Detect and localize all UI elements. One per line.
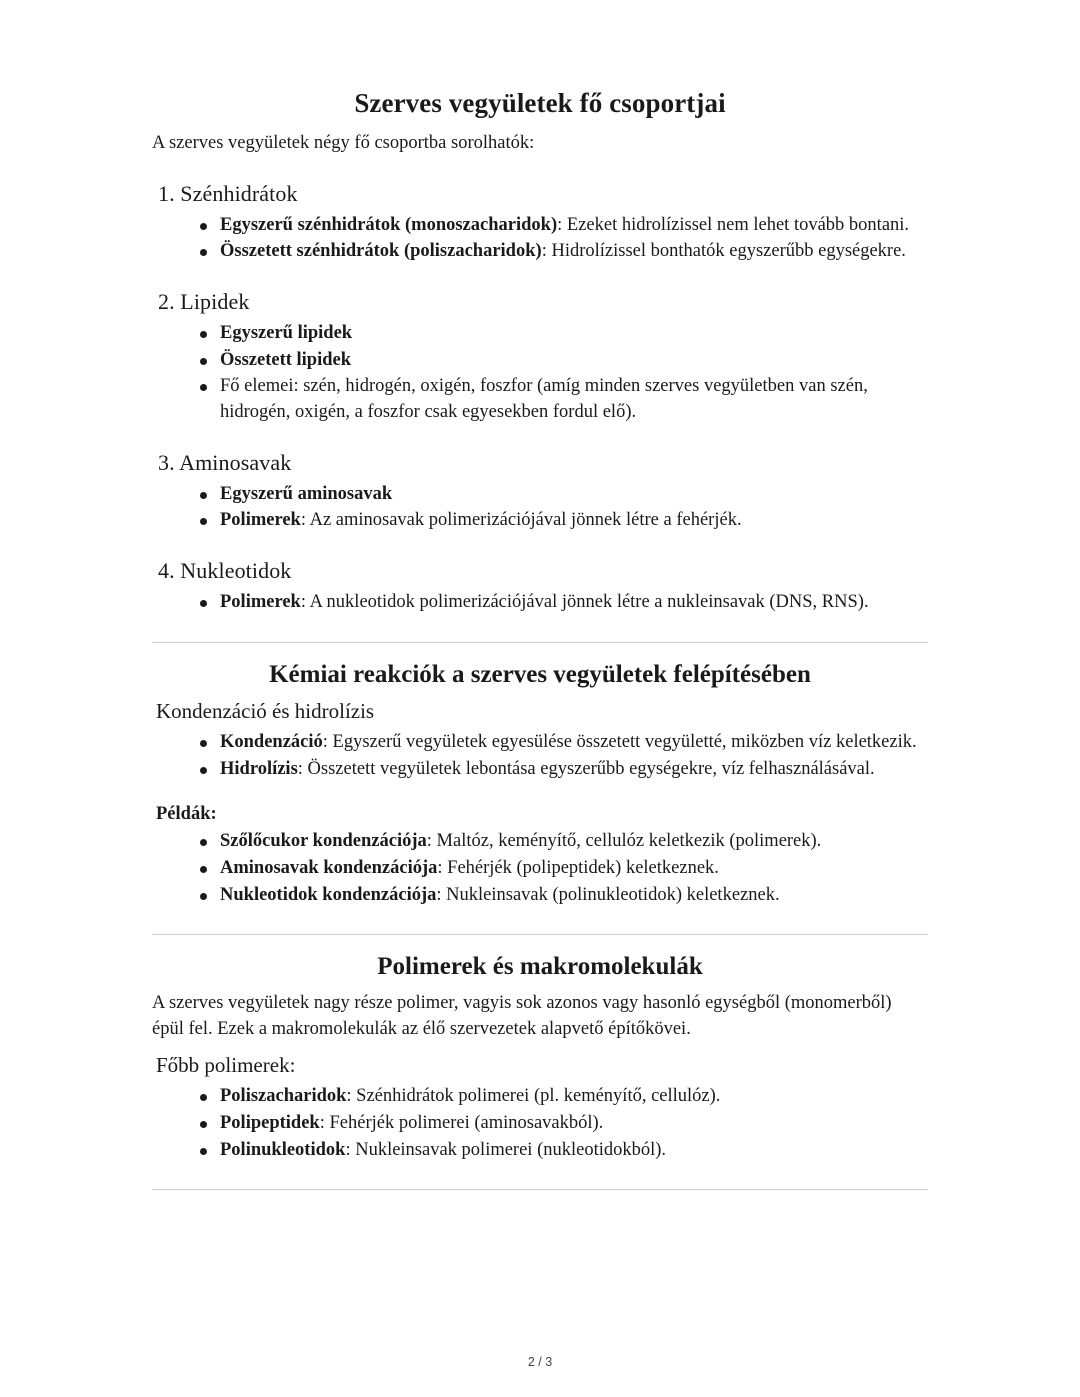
list-item: [198, 1111, 928, 1137]
list-item-text: : Maltóz, keményítő, cellulóz keletkezik (polimerek).: [426, 831, 822, 852]
list-item-term: Nukleotidok kondenzációja: [220, 884, 437, 905]
list-item-term: Poliszacharidok: [220, 1086, 347, 1107]
list-item-term: Polimerek: [220, 592, 301, 613]
list-item-term: Polipeptidek: [220, 1112, 320, 1133]
section-heading-2: 2. Lipidek: [158, 288, 250, 314]
list-item-text: : Nukleinsavak (polinukleotidok) keletkeznek.: [436, 884, 780, 905]
list-item-text: : Összetett vegyületek lebontása egyszerűbb egységekre, víz felhasználásával.: [297, 758, 875, 779]
list-item-term: Egyszerű aminosavak: [220, 483, 393, 504]
section-list-2: [152, 321, 928, 426]
list-item-term: Polimerek: [220, 510, 301, 531]
list-item-term: Egyszerű lipidek: [220, 322, 353, 343]
list-item: [198, 321, 928, 347]
list-item-term: Aminosavak kondenzációja: [220, 857, 438, 878]
list-item-text: : Fehérjék (polipeptidek) keletkeznek.: [437, 857, 719, 878]
polymers-paragraph: A szerves vegyületek nagy része polimer, vagyis sok azonos vagy hasonló egységből (monomerből) épül fel. Ezek a makromolekulák az élő szervezetek alapvető építőkövei.: [152, 993, 892, 1040]
list-item: [198, 590, 928, 616]
section-heading-4: 4. Nukleotidok: [158, 558, 292, 584]
list-item-text: : Az aminosavak polimerizációjával jönnek létre a fehérjék.: [300, 510, 742, 531]
list-item-text: : A nukleotidok polimerizációjával jönnek létre a nukleinsavak (DNS, RNS).: [300, 592, 869, 613]
list-item-text: Fő elemei: szén, hidrogén, oxigén, foszfor (amíg minden szerves vegyületben van szén, hidrogén, oxigén, a foszfor csak egyesekben fordul elő).: [220, 376, 868, 423]
list-item: [198, 730, 928, 756]
list-item: [198, 508, 928, 534]
list-item: [198, 1138, 928, 1164]
list-item: [198, 1084, 928, 1110]
list-item: [198, 374, 928, 425]
list-item-term: Egyszerű szénhidrátok (monoszacharidok): [220, 214, 558, 235]
list-item-term: Hidrolízis: [220, 758, 298, 779]
section-list-3: [152, 482, 928, 534]
section-divider: [152, 1189, 928, 1190]
examples-list: [152, 829, 928, 908]
list-item-term: Polinukleotidok: [220, 1139, 346, 1160]
section-divider: [152, 642, 928, 643]
list-item-text: : Ezeket hidrolízissel nem lehet tovább bontani.: [557, 214, 910, 235]
list-item: [198, 883, 928, 909]
list-item: [198, 482, 928, 508]
list-item-term: Szőlőcukor kondenzációja: [220, 831, 427, 852]
list-item-term: Kondenzáció: [220, 731, 323, 752]
block3-list: [152, 1084, 928, 1163]
section-heading-1: 1. Szénhidrátok: [158, 180, 298, 206]
list-item: [198, 829, 928, 855]
list-item-text: : Nukleinsavak polimerei (nukleotidokból).: [345, 1139, 667, 1160]
section-heading-3: 3. Aminosavak: [158, 449, 292, 475]
examples-label: Példák:: [156, 804, 217, 825]
section-list-4: [152, 590, 928, 616]
list-item-term: Összetett szénhidrátok (poliszacharidok): [220, 241, 542, 262]
subheading-main-polymers: Főbb polimerek:: [156, 1053, 296, 1078]
block-title-polymers: Polimerek és makromolekulák: [377, 953, 703, 981]
block-title-chemical-reactions: Kémiai reakciók a szerves vegyületek felépítésében: [269, 660, 811, 688]
block2-list: [152, 730, 928, 782]
list-item: [198, 757, 928, 783]
section-divider: [152, 934, 928, 935]
page-title: Szerves vegyületek fő csoportjai: [354, 88, 726, 118]
list-item: [198, 856, 928, 882]
list-item-text: : Hidrolízissel bonthatók egyszerűbb egységekre.: [541, 241, 906, 262]
subheading-condensation-hydrolysis: Kondenzáció és hidrolízis: [156, 698, 375, 723]
list-item-text: : Egyszerű vegyületek egyesülése összetett vegyületté, miközben víz keletkezik.: [322, 731, 917, 752]
list-item: [198, 239, 928, 265]
page-number: 2 / 3: [527, 1355, 553, 1369]
list-item-text: : Szénhidrátok polimerei (pl. keményítő, cellulóz).: [346, 1086, 721, 1107]
list-item: [198, 348, 928, 374]
list-item: [198, 213, 928, 239]
section-list-1: [152, 213, 928, 265]
intro-paragraph: A szerves vegyületek négy fő csoportba sorolhatók:: [152, 133, 535, 153]
list-item-term: Összetett lipidek: [220, 349, 352, 370]
list-item-text: : Fehérjék polimerei (aminosavakból).: [319, 1112, 604, 1133]
